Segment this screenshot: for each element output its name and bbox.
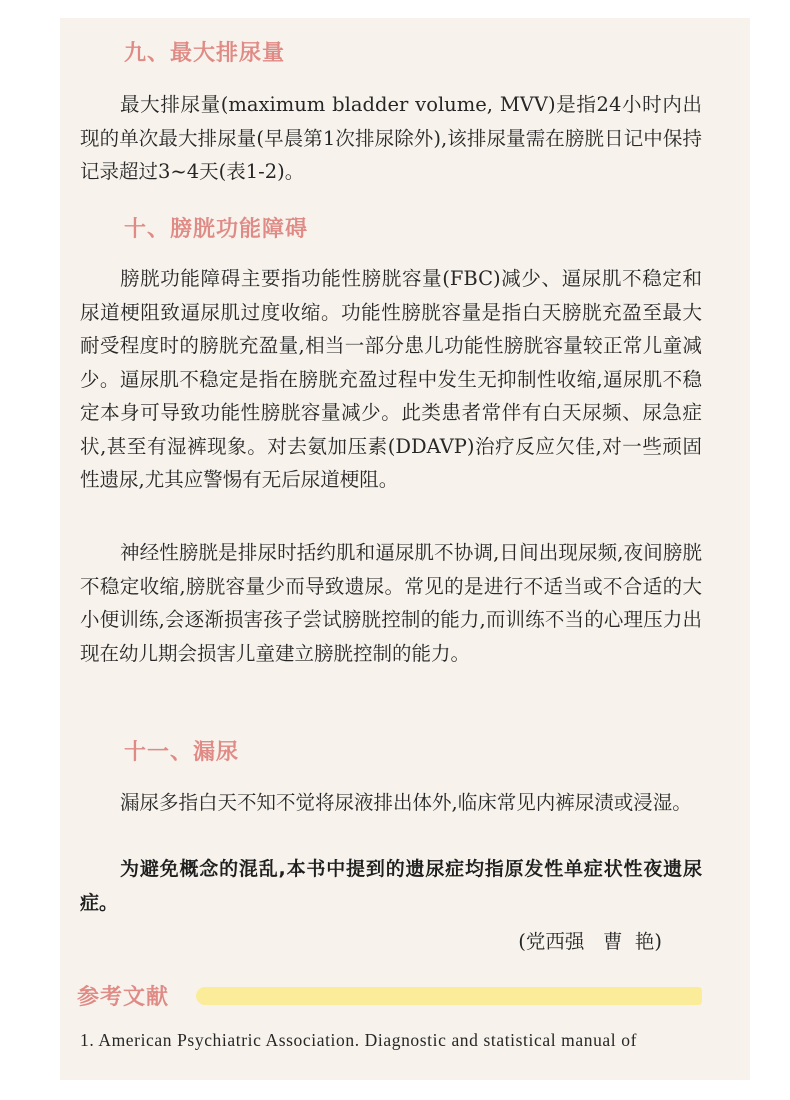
- section-11-paragraph: 漏尿多指白天不知不觉将尿液排出体外,临床常见内裤尿渍或浸湿。: [120, 791, 692, 814]
- references-heading: 参考文献: [77, 985, 170, 1010]
- section-10-heading: 十、膀胱功能障碍: [124, 217, 309, 242]
- reference-item: 1. American Psychiatric Association. Diagnostic and statistical manual of: [80, 1030, 638, 1050]
- section-10-paragraph-2: 神经性膀胱是排尿时括约肌和逼尿肌不协调,日间出现尿频,夜间膀胱不稳定收缩,膀胱容量少而导致遗尿。常见的是进行不适当或不合适的大小便训练,会逐渐损害孩子尝试膀胱控制的能力,而训练不当的心理压力出现在幼儿期会损害儿童建立膀胱控制的能力。: [80, 541, 702, 665]
- section-11-note: 为避免概念的混乱,本书中提到的遗尿症均指原发性单症状性夜遗尿症。: [80, 858, 702, 914]
- section-9-paragraph: 最大排尿量(maximum bladder volume, MVV)是指24小时内出现的单次最大排尿量(早晨第1次排尿除外),该排尿量需在膀胱日记中保持记录超过3~4天(表1-2)。: [80, 93, 702, 183]
- section-11-heading: 十一、漏尿: [124, 740, 240, 765]
- section-10-paragraph-1: 膀胱功能障碍主要指功能性膀胱容量(FBC)减少、逼尿肌不稳定和尿道梗阻致逼尿肌过度收缩。功能性膀胱容量是指白天膀胱充盈至最大耐受程度时的膀胱充盈量,相当一部分患儿功能性膀胱容量较正常儿童减少。逼尿肌不稳定是指在膀胱充盈过程中发生无抑制性收缩,逼尿肌不稳定本身可导致功能性膀胱容量减少。此类患者常伴有白天尿频、尿急症状,甚至有湿裤现象。对去氨加压素(DDAVP)治疗反应欠佳,对一些顽固性遗尿,尤其应警惕有无后尿道梗阻。: [80, 267, 702, 491]
- author-credit: (党西强 曹 艳): [518, 930, 662, 953]
- references-highlight-band: [196, 987, 702, 1005]
- section-9-heading: 九、最大排尿量: [124, 41, 286, 66]
